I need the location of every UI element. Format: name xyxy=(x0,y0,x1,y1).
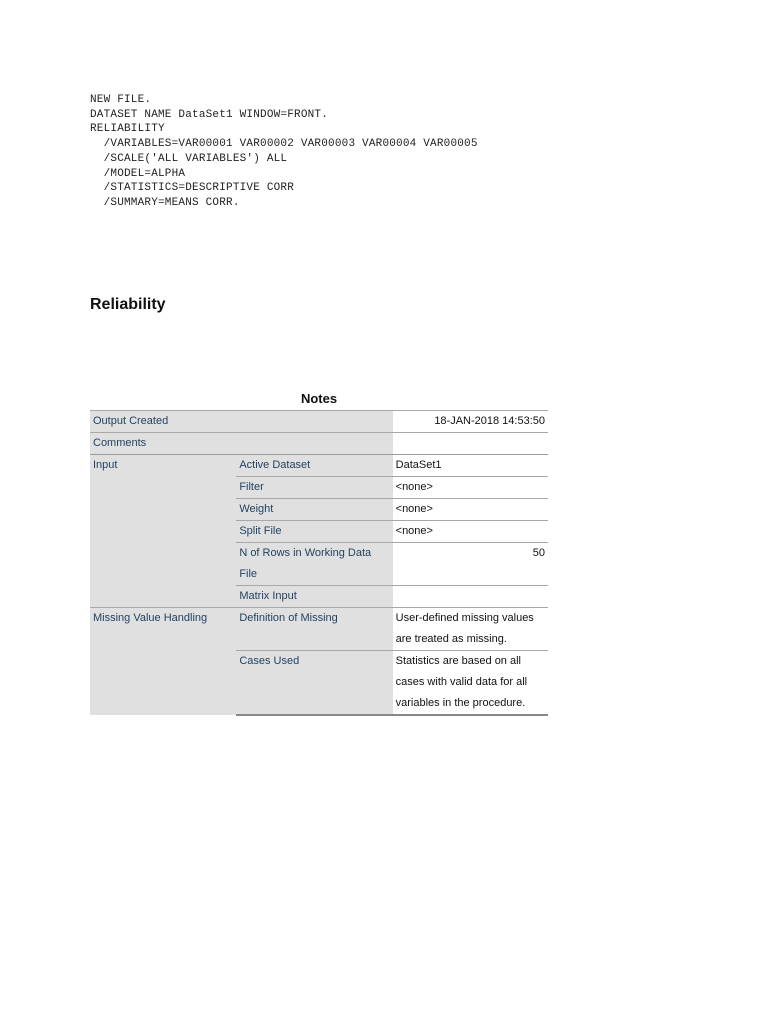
notes-table xyxy=(90,410,548,716)
syntax-line: NEW FILE. xyxy=(90,94,152,106)
syntax-line: /VARIABLES=VAR00001 VAR00002 VAR00003 VAR00004 VAR00005 xyxy=(90,138,478,151)
row-label: Weight xyxy=(236,499,392,521)
cell-value: 50 xyxy=(393,543,548,586)
notes-table-title: Notes xyxy=(300,391,338,406)
table-row xyxy=(90,433,548,455)
syntax-block xyxy=(90,93,478,211)
row-label: N of Rows in Working Data File xyxy=(236,543,392,586)
row-group-label: Input xyxy=(90,455,236,608)
cell-value: <none> xyxy=(393,521,548,543)
syntax-line: RELIABILITY xyxy=(90,123,165,136)
cell-value: <none> xyxy=(393,499,548,521)
row-label: Comments xyxy=(90,433,393,455)
syntax-line: /STATISTICS=DESCRIPTIVE CORR xyxy=(90,182,295,195)
syntax-line: /MODEL=ALPHA xyxy=(90,167,186,180)
row-label: Split File xyxy=(236,521,392,543)
syntax-line: DATASET NAME DataSet1 WINDOW=FRONT. xyxy=(90,108,329,121)
cell-value: 18-JAN-2018 14:53:50 xyxy=(393,411,548,433)
table-row xyxy=(90,608,548,651)
cell-value: DataSet1 xyxy=(393,455,548,477)
table-row xyxy=(90,455,548,477)
cell-value xyxy=(393,433,548,455)
section-heading: Reliability xyxy=(90,296,166,313)
cell-value: User-defined missing values are treated as missing. xyxy=(393,608,548,651)
row-label: Definition of Missing xyxy=(236,608,392,651)
syntax-line: /SCALE('ALL VARIABLES') ALL xyxy=(90,152,288,165)
row-label: Cases Used xyxy=(236,651,392,716)
cell-value: Statistics are based on all cases with valid data for all variables in the procedure. xyxy=(393,651,548,716)
row-label: Output Created xyxy=(90,411,393,433)
row-label: Filter xyxy=(236,477,392,499)
row-group-label: Missing Value Handling xyxy=(90,608,236,716)
syntax-line: /SUMMARY=MEANS CORR. xyxy=(90,196,240,209)
row-label: Matrix Input xyxy=(236,586,392,608)
row-label: Active Dataset xyxy=(236,455,392,477)
cell-value: <none> xyxy=(393,477,548,499)
cell-value xyxy=(393,586,548,608)
table-row xyxy=(90,411,548,433)
